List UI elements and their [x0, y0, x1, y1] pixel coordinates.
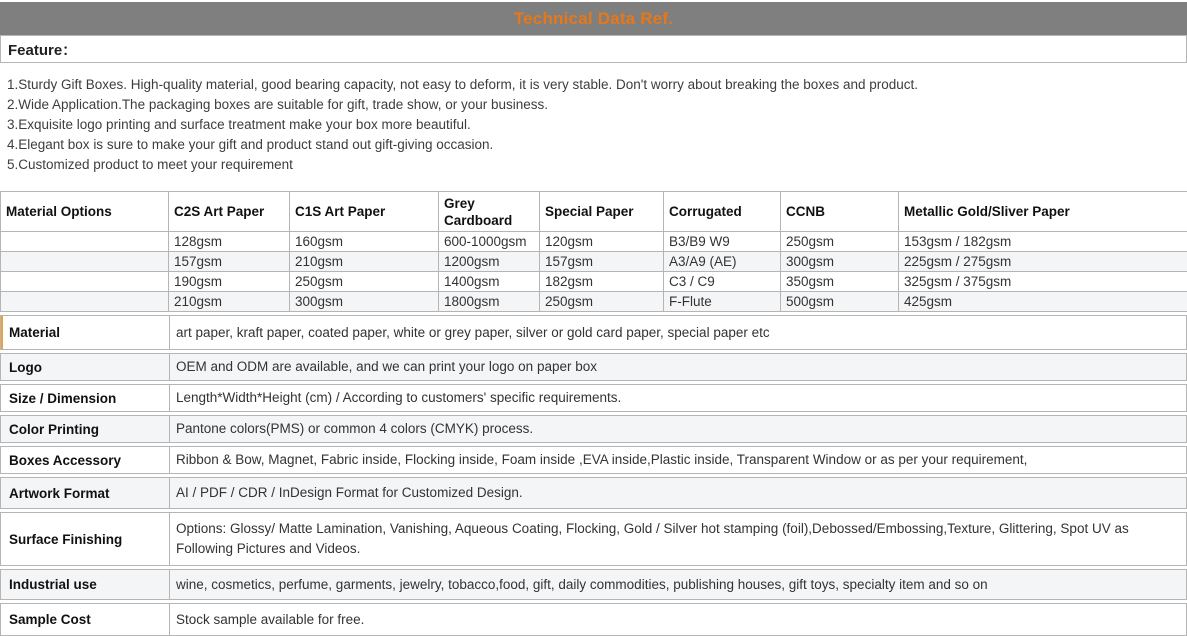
spec-cell: 120gsm — [540, 232, 664, 252]
spec-cell — [1, 272, 169, 292]
spec-cell: A3/A9 (AE) — [664, 252, 781, 272]
spec-cell: 1400gsm — [439, 272, 540, 292]
spec-column-header: Metallic Gold/Sliver Paper — [899, 192, 1187, 232]
spec-row — [1, 292, 1187, 312]
spec-cell: 250gsm — [781, 232, 899, 252]
spec-cell — [1, 292, 169, 312]
detail-label: Color Printing — [1, 416, 170, 442]
spec-cell: C3 / C9 — [664, 272, 781, 292]
spec-cell: 250gsm — [540, 292, 664, 312]
detail-label: Size / Dimension — [1, 385, 170, 411]
spec-cell: 210gsm — [169, 292, 290, 312]
feature-item: 5.Customized product to meet your requirement — [7, 155, 1179, 175]
detail-value: wine, cosmetics, perfume, garments, jewelry, tobacco,food, gift, daily commodities, publishing houses, gift toys, specialty item and so on — [170, 570, 1186, 599]
title-bar — [0, 2, 1187, 35]
detail-label: Boxes Accessory — [1, 447, 170, 473]
detail-row — [0, 315, 1187, 350]
spec-cell: 128gsm — [169, 232, 290, 252]
feature-heading: Feature： — [8, 39, 77, 60]
detail-value: Pantone colors(PMS) or common 4 colors (CMYK) process. — [170, 416, 1186, 442]
spec-cell: 1800gsm — [439, 292, 540, 312]
detail-row — [0, 512, 1187, 566]
spec-table-body — [1, 232, 1187, 312]
spec-column-header: C1S Art Paper — [290, 192, 439, 232]
detail-label: Sample Cost — [1, 604, 170, 635]
spec-cell — [1, 232, 169, 252]
spec-cell: 325gsm / 375gsm — [899, 272, 1187, 292]
spec-cell: 153gsm / 182gsm — [899, 232, 1187, 252]
spec-cell: 600-1000gsm — [439, 232, 540, 252]
detail-value: Ribbon & Bow, Magnet, Fabric inside, Flocking inside, Foam inside ,EVA inside,Plastic inside, Transparent Window or as per your requirement, — [170, 447, 1186, 473]
detail-row — [0, 569, 1187, 600]
spec-cell — [1, 252, 169, 272]
spec-row — [1, 272, 1187, 292]
feature-heading-box — [0, 35, 1187, 63]
spec-cell: 210gsm — [290, 252, 439, 272]
spec-column-header: Special Paper — [540, 192, 664, 232]
detail-row — [0, 353, 1187, 381]
detail-label: Surface Finishing — [1, 513, 170, 565]
spec-cell: 157gsm — [540, 252, 664, 272]
detail-value: art paper, kraft paper, coated paper, white or grey paper, silver or gold card paper, special paper etc — [170, 316, 1186, 349]
detail-row — [0, 446, 1187, 474]
spec-cell: 157gsm — [169, 252, 290, 272]
feature-item: 1.Sturdy Gift Boxes. High-quality material, good bearing capacity, not easy to deform, it is very stable. Don't worry about breaking the boxes and product. — [7, 75, 1179, 95]
spec-cell: 425gsm — [899, 292, 1187, 312]
detail-value: Stock sample available for free. — [170, 604, 1186, 635]
detail-row — [0, 415, 1187, 443]
spec-cell: 350gsm — [781, 272, 899, 292]
detail-label: Industrial use — [1, 570, 170, 599]
detail-table — [0, 315, 1187, 636]
detail-label: Artwork Format — [1, 478, 170, 508]
spec-cell: 225gsm / 275gsm — [899, 252, 1187, 272]
spec-cell: 190gsm — [169, 272, 290, 292]
feature-item: 4.Elegant box is sure to make your gift and product stand out gift-giving occasion. — [7, 135, 1179, 155]
technical-data-page — [0, 2, 1187, 636]
feature-item: 2.Wide Application.The packaging boxes are suitable for gift, trade show, or your business. — [7, 95, 1179, 115]
feature-list — [0, 63, 1187, 183]
spec-row — [1, 232, 1187, 252]
spec-cell: F-Flute — [664, 292, 781, 312]
spec-cell: 1200gsm — [439, 252, 540, 272]
detail-value: AI / PDF / CDR / InDesign Format for Customized Design. — [170, 478, 1186, 508]
spec-column-header: Grey Cardboard — [439, 192, 540, 232]
spec-cell: 300gsm — [781, 252, 899, 272]
detail-row — [0, 477, 1187, 509]
spec-row — [1, 252, 1187, 272]
spec-column-header: CCNB — [781, 192, 899, 232]
spec-cell: B3/B9 W9 — [664, 232, 781, 252]
material-options-table — [0, 191, 1187, 312]
spec-column-header: Corrugated — [664, 192, 781, 232]
spec-cell: 250gsm — [290, 272, 439, 292]
spec-column-header: C2S Art Paper — [169, 192, 290, 232]
spec-cell: 300gsm — [290, 292, 439, 312]
spec-header-row — [1, 192, 1187, 232]
page-title: Technical Data Ref. — [514, 9, 673, 29]
spec-column-header: Material Options — [1, 192, 169, 232]
spec-cell: 182gsm — [540, 272, 664, 292]
detail-value: OEM and ODM are available, and we can print your logo on paper box — [170, 354, 1186, 380]
spec-cell: 160gsm — [290, 232, 439, 252]
detail-row — [0, 384, 1187, 412]
detail-value: Length*Width*Height (cm) / According to customers' specific requirements. — [170, 385, 1186, 411]
spec-cell: 500gsm — [781, 292, 899, 312]
detail-label: Material — [1, 316, 170, 349]
feature-item: 3.Exquisite logo printing and surface treatment make your box more beautiful. — [7, 115, 1179, 135]
detail-value: Options: Glossy/ Matte Lamination, Vanishing, Aqueous Coating, Flocking, Gold / Silver hot stamping (foil),Debossed/Embossing,Texture, Glittering, Spot UV as Following Pictures and Videos. — [170, 513, 1186, 565]
detail-label: Logo — [1, 354, 170, 380]
